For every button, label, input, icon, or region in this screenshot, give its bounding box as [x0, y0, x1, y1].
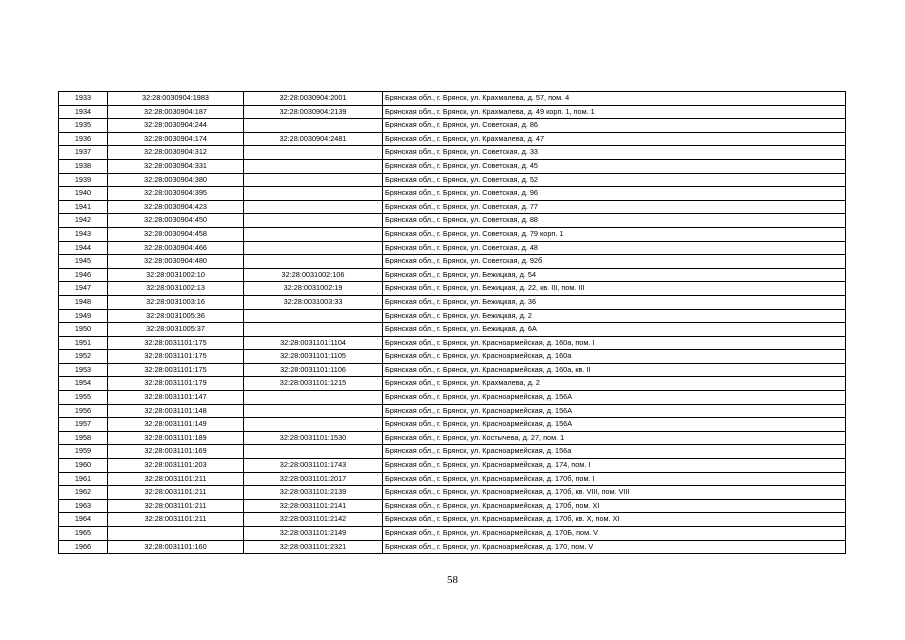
cadastral-number-cell: 32:28:0031005:37 [108, 323, 244, 337]
table-row [59, 540, 846, 554]
address-cell: Брянская обл., г. Брянск, ул. Бежицкая, д. 36 [383, 295, 846, 309]
table-row [59, 214, 846, 228]
row-number-cell: 1962 [59, 486, 108, 500]
table-row [59, 350, 846, 364]
cadastral-number-cell: 32:28:0031002:13 [108, 282, 244, 296]
row-number-cell: 1959 [59, 445, 108, 459]
table-row [59, 282, 846, 296]
cadastral-number-cell: 32:28:0031101:175 [108, 363, 244, 377]
linked-cadastral-number-cell: 32:28:0031101:1743 [244, 459, 383, 473]
address-cell: Брянская обл., г. Брянск, ул. Красноармейская, д. 156А [383, 404, 846, 418]
page-number: 58 [447, 574, 458, 586]
cadastral-number-cell: 32:28:0030904:244 [108, 119, 244, 133]
table-row [59, 119, 846, 133]
cadastral-number-cell: 32:28:0030904:450 [108, 214, 244, 228]
table-row [59, 404, 846, 418]
row-number-cell: 1964 [59, 513, 108, 527]
cadastral-number-cell: 32:28:0031101:149 [108, 418, 244, 432]
linked-cadastral-number-cell [244, 418, 383, 432]
linked-cadastral-number-cell [244, 255, 383, 269]
table-row [59, 499, 846, 513]
address-cell: Брянская обл., г. Брянск, ул. Красноармейская, д. 156А [383, 391, 846, 405]
address-cell: Брянская обл., г. Брянск, ул. Советская, д. 48 [383, 241, 846, 255]
linked-cadastral-number-cell [244, 214, 383, 228]
table-row [59, 92, 846, 106]
cadastral-number-cell: 32:28:0031003:16 [108, 295, 244, 309]
row-number-cell: 1954 [59, 377, 108, 391]
table-row [59, 445, 846, 459]
linked-cadastral-number-cell [244, 445, 383, 459]
cadastral-number-cell: 32:28:0030904:480 [108, 255, 244, 269]
linked-cadastral-number-cell [244, 391, 383, 405]
row-number-cell: 1936 [59, 132, 108, 146]
row-number-cell: 1946 [59, 268, 108, 282]
address-cell: Брянская обл., г. Брянск, ул. Крахмалева, д. 57, пом. 4 [383, 92, 846, 106]
address-cell: Брянская обл., г. Брянск, ул. Советская, д. 79 корп. 1 [383, 227, 846, 241]
linked-cadastral-number-cell: 32:28:0031101:2139 [244, 486, 383, 500]
linked-cadastral-number-cell: 32:28:0031002:19 [244, 282, 383, 296]
table-row [59, 431, 846, 445]
address-cell: Брянская обл., г. Брянск, ул. Советская, д. 52 [383, 173, 846, 187]
linked-cadastral-number-cell: 32:28:0031101:1530 [244, 431, 383, 445]
row-number-cell: 1965 [59, 527, 108, 541]
linked-cadastral-number-cell [244, 119, 383, 133]
linked-cadastral-number-cell: 32:28:0030904:2481 [244, 132, 383, 146]
cadastral-number-cell: 32:28:0031002:10 [108, 268, 244, 282]
table-row [59, 459, 846, 473]
cadastral-number-cell: 32:28:0030904:312 [108, 146, 244, 160]
row-number-cell: 1960 [59, 459, 108, 473]
address-cell: Брянская обл., г. Брянск, ул. Советская, д. 86 [383, 119, 846, 133]
linked-cadastral-number-cell: 32:28:0031101:2017 [244, 472, 383, 486]
address-cell: Брянская обл., г. Брянск, ул. Красноармейская, д. 170, пом. V [383, 540, 846, 554]
row-number-cell: 1958 [59, 431, 108, 445]
table-row [59, 173, 846, 187]
row-number-cell: 1945 [59, 255, 108, 269]
address-cell: Брянская обл., г. Брянск, ул. Бежицкая, д. 6А [383, 323, 846, 337]
table-row [59, 187, 846, 201]
linked-cadastral-number-cell [244, 187, 383, 201]
address-cell: Брянская обл., г. Брянск, ул. Красноармейская, д. 156А [383, 418, 846, 432]
cadastral-number-cell: 32:28:0031101:148 [108, 404, 244, 418]
linked-cadastral-number-cell: 32:28:0031101:1106 [244, 363, 383, 377]
address-cell: Брянская обл., г. Брянск, ул. Красноармейская, д. 170б, кв. VIII, пом. VIII [383, 486, 846, 500]
address-cell: Брянская обл., г. Брянск, ул. Красноармейская, д. 160а, пом. I [383, 336, 846, 350]
cadastral-number-cell: 32:28:0030904:174 [108, 132, 244, 146]
linked-cadastral-number-cell: 32:28:0031002:106 [244, 268, 383, 282]
cadastral-number-cell: 32:28:0031101:211 [108, 499, 244, 513]
row-number-cell: 1937 [59, 146, 108, 160]
linked-cadastral-number-cell [244, 200, 383, 214]
row-number-cell: 1944 [59, 241, 108, 255]
linked-cadastral-number-cell: 32:28:0031101:1105 [244, 350, 383, 364]
cadastral-number-cell: 32:28:0030904:1983 [108, 92, 244, 106]
table-row [59, 391, 846, 405]
linked-cadastral-number-cell: 32:28:0031003:33 [244, 295, 383, 309]
linked-cadastral-number-cell: 32:28:0031101:1215 [244, 377, 383, 391]
row-number-cell: 1941 [59, 200, 108, 214]
cadastral-number-cell: 32:28:0030904:395 [108, 187, 244, 201]
linked-cadastral-number-cell [244, 241, 383, 255]
row-number-cell: 1933 [59, 92, 108, 106]
table-row [59, 323, 846, 337]
cadastral-number-cell: 32:28:0030904:458 [108, 227, 244, 241]
cadastral-number-cell: 32:28:0030904:380 [108, 173, 244, 187]
address-cell: Брянская обл., г. Брянск, ул. Советская, д. 88 [383, 214, 846, 228]
table-row [59, 513, 846, 527]
table-row [59, 377, 846, 391]
cadastral-number-cell: 32:28:0031101:147 [108, 391, 244, 405]
address-cell: Брянская обл., г. Брянск, ул. Бежицкая, д. 54 [383, 268, 846, 282]
cadastral-number-cell: 32:28:0031101:175 [108, 336, 244, 350]
table-row [59, 527, 846, 541]
linked-cadastral-number-cell: 32:28:0031101:1104 [244, 336, 383, 350]
linked-cadastral-number-cell [244, 309, 383, 323]
row-number-cell: 1953 [59, 363, 108, 377]
table-row [59, 200, 846, 214]
row-number-cell: 1950 [59, 323, 108, 337]
row-number-cell: 1940 [59, 187, 108, 201]
address-cell: Брянская обл., г. Брянск, ул. Советская, д. 45 [383, 159, 846, 173]
cadastral-number-cell: 32:28:0031101:203 [108, 459, 244, 473]
cadastral-number-cell: 32:28:0031101:179 [108, 377, 244, 391]
address-cell: Брянская обл., г. Брянск, ул. Советская, д. 96 [383, 187, 846, 201]
row-number-cell: 1957 [59, 418, 108, 432]
linked-cadastral-number-cell: 32:28:0030904:2139 [244, 105, 383, 119]
linked-cadastral-number-cell [244, 227, 383, 241]
row-number-cell: 1935 [59, 119, 108, 133]
address-cell: Брянская обл., г. Брянск, ул. Красноармейская, д. 170б, пом. I [383, 472, 846, 486]
linked-cadastral-number-cell [244, 323, 383, 337]
address-cell: Брянская обл., г. Брянск, ул. Костычева, д. 27, пом. 1 [383, 431, 846, 445]
cadastral-number-cell: 32:28:0031101:211 [108, 472, 244, 486]
row-number-cell: 1951 [59, 336, 108, 350]
table-row [59, 268, 846, 282]
row-number-cell: 1947 [59, 282, 108, 296]
table-row [59, 227, 846, 241]
table-row [59, 472, 846, 486]
linked-cadastral-number-cell: 32:28:0031101:2141 [244, 499, 383, 513]
cadastral-number-cell: 32:28:0031101:175 [108, 350, 244, 364]
linked-cadastral-number-cell: 32:28:0031101:2149 [244, 527, 383, 541]
row-number-cell: 1939 [59, 173, 108, 187]
address-cell: Брянская обл., г. Брянск, ул. Бежицкая, д. 22, кв. III, пом. III [383, 282, 846, 296]
cadastral-number-cell: 32:28:0030904:187 [108, 105, 244, 119]
row-number-cell: 1952 [59, 350, 108, 364]
table-row [59, 255, 846, 269]
linked-cadastral-number-cell [244, 146, 383, 160]
address-cell: Брянская обл., г. Брянск, ул. Советская, д. 77 [383, 200, 846, 214]
linked-cadastral-number-cell: 32:28:0031101:2142 [244, 513, 383, 527]
linked-cadastral-number-cell: 32:28:0031101:2321 [244, 540, 383, 554]
address-cell: Брянская обл., г. Брянск, ул. Крахмалева, д. 47 [383, 132, 846, 146]
table-row [59, 363, 846, 377]
address-cell: Брянская обл., г. Брянск, ул. Крахмалева, д. 2 [383, 377, 846, 391]
linked-cadastral-number-cell: 32:28:0030904:2001 [244, 92, 383, 106]
address-cell: Брянская обл., г. Брянск, ул. Красноармейская, д. 170Б, пом. V [383, 527, 846, 541]
address-cell: Брянская обл., г. Брянск, ул. Советская, д. 33 [383, 146, 846, 160]
row-number-cell: 1961 [59, 472, 108, 486]
table-row [59, 159, 846, 173]
cadastral-number-cell: 32:28:0031101:189 [108, 431, 244, 445]
address-cell: Брянская обл., г. Брянск, ул. Красноармейская, д. 160а [383, 350, 846, 364]
cadastral-number-cell: 32:28:0031101:211 [108, 513, 244, 527]
table-row [59, 132, 846, 146]
row-number-cell: 1955 [59, 391, 108, 405]
cadastral-number-cell: 32:28:0030904:423 [108, 200, 244, 214]
table-row [59, 336, 846, 350]
address-cell: Брянская обл., г. Брянск, ул. Советская, д. 92б [383, 255, 846, 269]
registry-table [58, 91, 846, 554]
address-cell: Брянская обл., г. Брянск, ул. Крахмалева, д. 49 корп. 1, пом. 1 [383, 105, 846, 119]
table-row [59, 241, 846, 255]
address-cell: Брянская обл., г. Брянск, ул. Красноармейская, д. 156а [383, 445, 846, 459]
table-row [59, 295, 846, 309]
row-number-cell: 1966 [59, 540, 108, 554]
row-number-cell: 1943 [59, 227, 108, 241]
table-row [59, 486, 846, 500]
cadastral-number-cell: 32:28:0030904:466 [108, 241, 244, 255]
table-row [59, 105, 846, 119]
cadastral-number-cell [108, 527, 244, 541]
row-number-cell: 1934 [59, 105, 108, 119]
address-cell: Брянская обл., г. Брянск, ул. Красноармейская, д. 170б, пом. XI [383, 499, 846, 513]
linked-cadastral-number-cell [244, 159, 383, 173]
row-number-cell: 1942 [59, 214, 108, 228]
table-row [59, 146, 846, 160]
address-cell: Брянская обл., г. Брянск, ул. Бежицкая, д. 2 [383, 309, 846, 323]
address-cell: Брянская обл., г. Брянск, ул. Красноармейская, д. 160а, кв. II [383, 363, 846, 377]
cadastral-number-cell: 32:28:0031101:211 [108, 486, 244, 500]
row-number-cell: 1949 [59, 309, 108, 323]
address-cell: Брянская обл., г. Брянск, ул. Красноармейская, д. 174, пом. I [383, 459, 846, 473]
cadastral-number-cell: 32:28:0031101:160 [108, 540, 244, 554]
linked-cadastral-number-cell [244, 173, 383, 187]
table-row [59, 418, 846, 432]
row-number-cell: 1956 [59, 404, 108, 418]
address-cell: Брянская обл., г. Брянск, ул. Красноармейская, д. 170б, кв. X, пом. XI [383, 513, 846, 527]
cadastral-number-cell: 32:28:0031005:36 [108, 309, 244, 323]
row-number-cell: 1948 [59, 295, 108, 309]
table-body [59, 92, 846, 554]
row-number-cell: 1938 [59, 159, 108, 173]
table-row [59, 309, 846, 323]
cadastral-number-cell: 32:28:0030904:331 [108, 159, 244, 173]
linked-cadastral-number-cell [244, 404, 383, 418]
cadastral-number-cell: 32:28:0031101:169 [108, 445, 244, 459]
row-number-cell: 1963 [59, 499, 108, 513]
